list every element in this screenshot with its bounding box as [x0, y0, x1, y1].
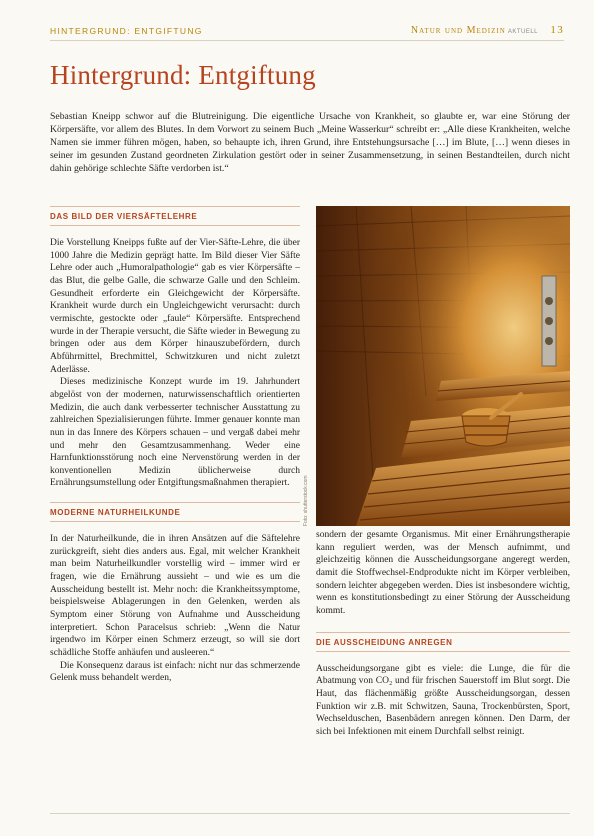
header-section: HINTERGRUND: ENTGIFTUNG: [50, 26, 203, 36]
header-chapter-title: Natur und Medizin: [410, 25, 506, 36]
page-number: 13: [550, 24, 564, 36]
left-column: [50, 206, 300, 685]
section-heading-ausscheidung: DIE AUSSCHEIDUNG ANREGEN: [316, 632, 570, 652]
intro-paragraph: Sebastian Kneipp schwor auf die Blutreinigung. Die eigentliche Ursache von Krankheit, so glaubte er, war eine Störung der Körpersäfte, vor allem des Blutes. In dem Vorwort zu seinem Buch „Meine Wasserkur“ schreibt er: „Alle diese Krankheiten, welche Namen sie immer führen mögen, haben, so behaupte ich, ihren Grund, ihre Entstehungsursache […] im Blute, […] wenn dieses in seiner im gesunden Zustand geordneten Zirkulation gestört oder in seiner Zusammensetzung, in seinen Bestandteilen, durch nicht dahin gehörige schlechte Säfte verdorben ist.“: [50, 111, 570, 174]
sauna-illustration: [316, 206, 570, 526]
naturheilkunde-continuation: sondern der gesamte Organismus. Mit einer Ernährungstherapie kann reguliert werden, was der Mensch aufnimmt, und gleichzeitig können die Ausscheidungsorgane angeregt werden, damit die Stoffwechsel-Endprodukte nicht im Körper verbleiben, sondern leichter abgegeben werden. Dies ist insbesondere wichtig, wenn es konstitutionsbedingt zu einer Störung der Ausscheidung kommt.: [316, 530, 570, 616]
sauna-photo: [316, 206, 570, 526]
right-column: [316, 529, 570, 739]
page-title: Hintergrund: Entgiftung: [50, 60, 316, 90]
ausscheidung-paragraph-1: Ausscheidungsorgane gibt es viele: die Lunge, die für die Abatmung von CO₂ und für frischen Sauerstoff im Blut sorgt. Die Haut, das flächenmäßig größte Ausscheidungsorgan, dessen Funktion wir z.B. mit Schwitzen, Sauna, Trockenbürsten, Sport, Wechselduschen, Basenbädern anregen können. Den Darm, der sich bei Infektionen mit einem Durchfall selbst reinigt.: [316, 663, 570, 737]
vier-saefte-paragraph-1: Die Vorstellung Kneipps fußte auf der Vier-Säfte-Lehre, die über 1000 Jahre die Medizin geprägt hatte. Im Bild dieser Vier Säfte Lehre oder auch „Humoralpathologie“ gab es vier Körpersäfte – das Blut, die gelbe Galle, die schwarze Galle und den Schleim. Gesundheit erforderte ein Gleichgewicht der Körpersäfte. Krankheit wurde durch ein Ungleichgewicht verursacht: durch vermischte, gestockte oder „faule“ Körpersäfte. Entsprechend wurde in der Therapie versucht, die Säfte wieder in Bewegung zu bringen oder aus dem Körper hinauszubefördern, durch Abführmittel, Brechmittel, Schwitzkuren und nicht zuletzt Aderlässe.: [50, 238, 300, 375]
photo-credit: Foto: shutterstock.com: [303, 475, 309, 526]
section-heading-naturheilkunde: MODERNE NATURHEILKUNDE: [50, 502, 300, 522]
naturheilkunde-paragraph-1: In der Naturheilkunde, die in ihren Ansätzen auf die Säftelehre zurückgreift, sieht dies anders aus. Egal, mit welcher Krankheit man beim Naturheilkundler vorstellig wird – immer wird er fragen, wie die Ernährung aussieht – und wie es um die Ausscheidung bestellt ist. Mehr noch: die Krankheitssymptome, beispielsweise Ablagerungen in den Gelenken, werden als Symptom einer Störung von Aufnahme und Ausscheidung interpretiert. Schon Paracelsus schrieb: „Wenn die Natur irgendwo im Körper einen Schmerz erzeugt, so will sie dort schädliche Stoffe anhäufen und ausleeren.“: [50, 534, 300, 659]
vier-saefte-paragraph-2: Dieses medizinische Konzept wurde im 19. Jahrhundert abgelöst von der modernen, naturwissenschaftlich orientierten Medizin, die auch dank verbesserter technischer Ausstattung zu zahlreichen Spezialisierungen führte. Immer genauer konnte man nun in das Innere des Körpers schauen – und vergaß dabei mehr und mehr den Gesamtzusammenhang. Weder eine Harnfunktionsstörung noch eine Nervenstörung werden in der konventionellen Medizin üblicherweise durch Ernährungsumstellung oder Entgiftungsmaßnahmen therapiert.: [50, 377, 300, 489]
header-chapter: [411, 25, 538, 36]
section-heading-vier-saefte: DAS BILD DER VIERSÄFTELEHRE: [50, 206, 300, 226]
running-header: [50, 26, 564, 41]
header-chapter-sub: AKTUELL: [507, 29, 538, 35]
footer-rule: [50, 813, 570, 814]
naturheilkunde-paragraph-2: Die Konsequenz daraus ist einfach: nicht nur das schmerzende Gelenk muss behandelt werden,: [50, 660, 300, 684]
